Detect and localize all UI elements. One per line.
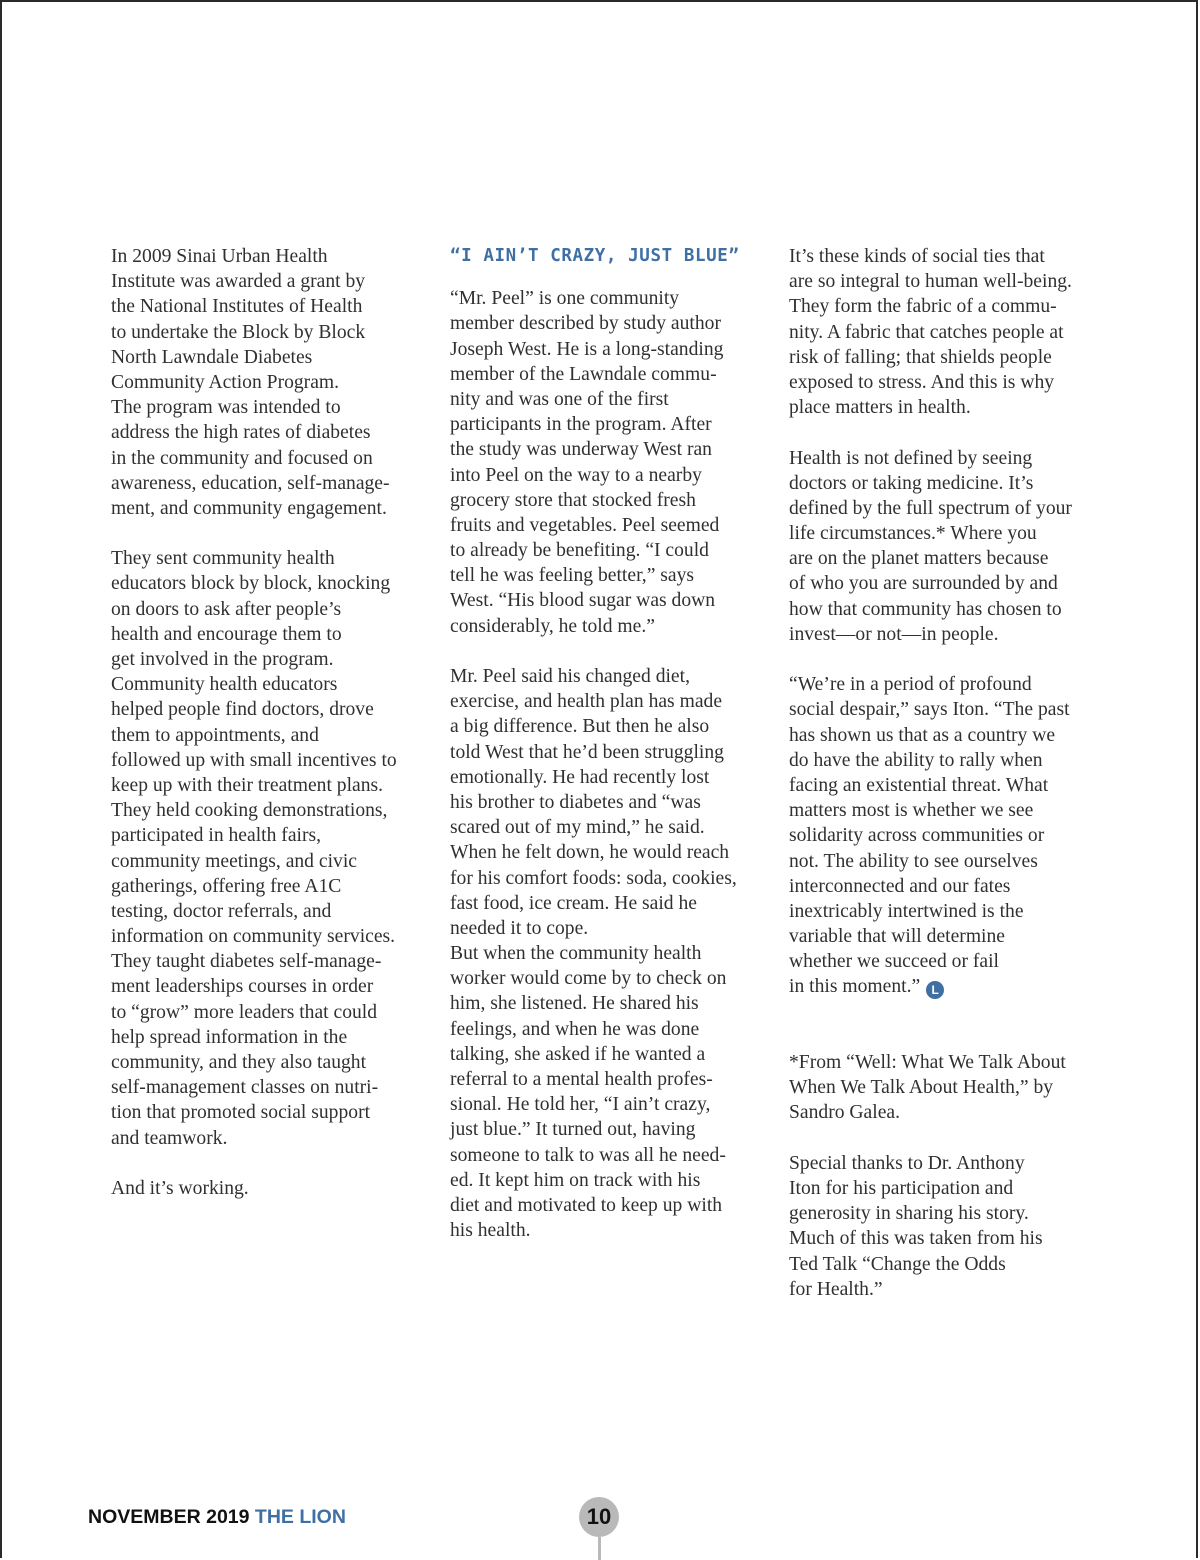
text-line: generosity in sharing his story. [789,1203,1029,1225]
text-line: Health is not defined by seeing [789,447,1033,469]
text-line: health and encourage them to [111,623,342,645]
text-line: exercise, and health plan has made [450,691,723,713]
text-line: sional. He told her, “I ain’t crazy, [450,1094,711,1116]
text-line: his health. [450,1220,531,1242]
text-line: whether we succeed or fail [789,951,999,973]
text-line: matters most is whether we see [789,800,1034,822]
text-line: When We Talk About Health,” by [789,1077,1054,1099]
article-column-1 [111,244,417,1201]
text-line: talking, she asked if he wanted a [450,1043,706,1065]
text-line: But when the community health [450,943,702,965]
text-line: They taught diabetes self-manage- [111,951,382,973]
text-line: to already be benefiting. “I could [450,540,709,562]
text-line: keep up with their treatment plans. [111,774,384,796]
text-line: and teamwork. [111,1127,228,1149]
paragraph-gap [789,1126,1095,1151]
paragraph-gap [111,1151,417,1176]
text-line: Ted Talk “Change the Odds [789,1253,1006,1275]
text-line: nity and was one of the first [450,388,669,410]
text-line: ment, and community engagement. [111,497,387,519]
text-line: community, and they also taught [111,1052,367,1073]
text-line: interconnected and our fates [789,875,1011,897]
text-line: Joseph West. He is a long-standing [450,338,724,360]
text-line: get involved in the program. [111,649,334,670]
text-line: the National Institutes of Health [111,296,363,318]
text-line: inextricably intertwined is the [789,900,1024,922]
text-line: Much of this was taken from his [789,1228,1043,1250]
text-line: do have the ability to rally when [789,749,1043,771]
text-line: information on community services. [111,926,396,948]
text-line: educators block by block, knocking [111,573,391,595]
text-line: helped people find doctors, drove [111,699,374,721]
text-line: member described by study author [450,313,721,335]
footer-magazine-title: THE LION [254,1506,346,1528]
text-line: exposed to stress. And this is why [789,371,1055,393]
text-line: Iton for his participation and [789,1177,1014,1199]
text-line: scared out of my mind,” he said. [450,817,705,839]
text-line: just blue.” It turned out, having [450,1119,696,1141]
text-line: self-management classes on nutri- [111,1077,379,1099]
text-line: social despair,” says Iton. “The past [789,699,1070,721]
page-number-stem [598,1537,601,1560]
text-line: fruits and vegetables. Peel seemed [450,514,720,536]
text-line: him, she listened. He shared his [450,993,699,1015]
text-line: fast food, ice cream. He said he [450,892,697,914]
text-line: *From “Well: What We Talk About [789,1052,1066,1073]
text-line: someone to talk to was all he need- [450,1144,726,1166]
text-line: on doors to ask after people’s [111,598,342,620]
text-line: feelings, and when he was done [450,1018,700,1040]
text-line: how that community has chosen to [789,598,1062,620]
text-line: In 2009 Sinai Urban Health [111,246,328,267]
page-number-badge: 10 [579,1497,619,1537]
text-line: Sandro Galea. [789,1102,900,1124]
text-line: a big difference. But then he also [450,716,710,738]
text-line: tion that promoted social support [111,1102,371,1124]
text-line: “We’re in a period of profound [789,674,1032,696]
paragraph-gap [789,420,1095,445]
text-line: address the high rates of diabetes [111,422,371,444]
text-line: variable that will determine [789,926,1005,948]
lion-end-mark-icon: L [926,981,944,999]
column-3-notes [789,1050,1095,1302]
text-line: in this moment.” L [789,974,1095,999]
text-line: considerably, he told me.” [450,615,655,637]
text-line: for Health.” [789,1278,883,1300]
text-line: West. “His blood sugar was down [450,590,716,612]
text-line: for his comfort foods: soda, cookies, [450,867,737,889]
text-line: gatherings, offering free A1C [111,875,342,897]
text-line: It’s these kinds of social ties that [789,246,1045,267]
text-line: invest—or not—in people. [789,623,999,645]
text-line: in the community and focused on [111,447,373,469]
paragraph-gap [111,521,417,546]
text-line: emotionally. He had recently lost [450,766,710,788]
paragraph-gap [450,639,756,664]
text-line: tell he was feeling better,” says [450,565,695,587]
text-line: Mr. Peel said his changed diet, [450,666,690,687]
text-line: followed up with small incentives to [111,749,397,771]
text-line: needed it to cope. [450,917,589,939]
text-line: They sent community health [111,548,335,570]
text-line: to “grow” more leaders that could [111,1001,378,1023]
text-line: them to appointments, and [111,724,319,746]
text-line: solidarity across communities or [789,825,1045,847]
column-2-body [450,286,756,1243]
text-line: risk of falling; that shields people [789,346,1052,368]
text-line: defined by the full spectrum of your [789,497,1072,519]
text-line: into Peel on the way to a nearby [450,464,702,486]
text-line: They form the fabric of a commu- [789,296,1057,318]
paragraph-gap [789,647,1095,672]
text-line: are so integral to human well-being. [789,271,1072,293]
text-line: of who you are surrounded by and [789,573,1058,595]
text-line: testing, doctor referrals, and [111,900,332,922]
text-line: The program was intended to [111,397,341,419]
text-line: Institute was awarded a grant by [111,271,366,293]
text-line: ed. It kept him on track with his [450,1169,701,1191]
text-line: help spread information in the [111,1026,348,1048]
text-line: When he felt down, he would reach [450,842,730,864]
text-line: And it’s working. [111,1177,249,1199]
text-line: grocery store that stocked fresh [450,489,696,511]
text-line: to undertake the Block by Block [111,321,366,343]
text-line: participated in health fairs, [111,825,322,847]
text-line: participants in the program. After [450,414,712,436]
text-line: place matters in health. [789,397,971,419]
text-line: awareness, education, self-manage- [111,472,390,494]
column-3-body [789,244,1095,1000]
text-line: worker would come by to check on [450,968,727,990]
text-line: Community health educators [111,674,338,696]
text-line: Special thanks to Dr. Anthony [789,1152,1025,1174]
section-heading: “I AIN’T CRAZY, JUST BLUE” [450,246,740,266]
text-line: referral to a mental health profes- [450,1069,713,1090]
text-line: has shown us that as a country we [789,724,1056,746]
text-line: not. The ability to see ourselves [789,850,1038,872]
text-line: his brother to diabetes and “was [450,791,701,813]
text-line: “Mr. Peel” is one community [450,288,680,310]
text-line: They held cooking demonstrations, [111,800,388,822]
text-line: told West that he’d been struggling [450,741,724,763]
text-line: community meetings, and civic [111,850,357,872]
text-line: doctors or taking medicine. It’s [789,472,1034,494]
text-line: the study was underway West ran [450,439,712,461]
text-line: nity. A fabric that catches people at [789,321,1064,343]
text-line: member of the Lawndale commu- [450,363,717,385]
text-line: are on the planet matters because [789,548,1049,570]
text-line: North Lawndale Diabetes [111,346,313,368]
text-line: life circumstances.* Where you [789,523,1037,545]
article-column-2 [450,244,756,1243]
text-line: Community Action Program. [111,371,340,393]
footer-date: NOVEMBER 2019 [88,1506,250,1528]
footer-issue-line [88,1506,346,1529]
text-line: ment leaderships courses in order [111,976,374,998]
text-line: diet and motivated to keep up with [450,1194,723,1216]
article-column-3 [789,244,1095,1302]
text-line: facing an existential threat. What [789,774,1049,796]
